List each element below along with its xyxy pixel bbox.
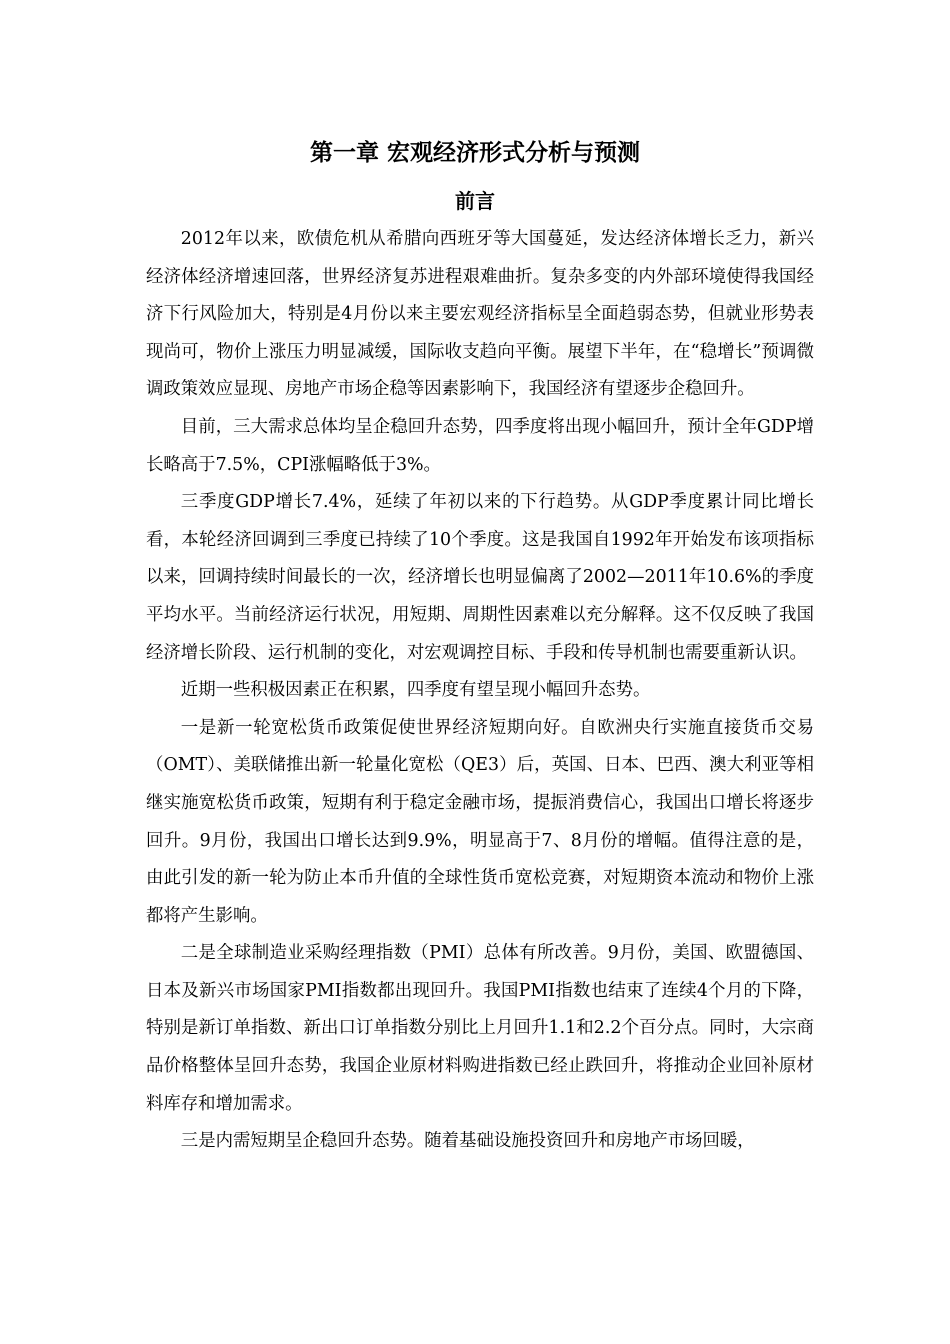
section-title: 前言: [455, 189, 495, 213]
paragraph: 近期一些积极因素正在积累，四季度有望呈现小幅回升态势。: [180, 680, 651, 701]
paragraph: 目前，三大需求总体均呈企稳回升态势，四季度将出现小幅回升，预计全年GDP增长略高于7.5%，CPI涨幅略低于3%。: [146, 416, 814, 475]
paragraph: 三季度GDP增长7.4%，延续了年初以来的下行趋势。从GDP季度累计同比增长看，本轮经济回调到三季度已持续了10个季度。这是我国自1992年开始发布该项指标以来，回调持续时间最长的一次，经济增长也明显偏离了2002—2011年10.6%的季度平均水平。当前经济运行状况，用短期、周期性因素难以充分解释。这不仅反映了我国经济增长阶段、运行机制的变化，对宏观调控目标、手段和传导机制也需要重新认识。: [146, 492, 814, 663]
paragraph: 三是内需短期呈企稳回升态势。随着基础设施投资回升和房地产市场回暖，: [180, 1131, 755, 1152]
chapter-title: 第一章 宏观经济形式分析与预测: [309, 139, 640, 166]
paragraph: 二是全球制造业采购经理指数（PMI）总体有所改善。9月份，美国、欧盟德国、日本及新兴市场国家PMI指数都出现回升。我国PMI指数也结束了连续4个月的下降，特别是新订单指数、新出口订单指数分别比上月回升1.1和2.2个百分点。同时，大宗商品价格整体呈回升态势，我国企业原材料购进指数已经止跌回升，将推动企业回补原材料库存和增加需求。: [146, 943, 814, 1114]
paragraph: 2012年以来，欧债危机从希腊向西班牙等大国蔓延，发达经济体增长乏力，新兴经济体经济增速回落，世界经济复苏进程艰难曲折。复杂多变的内外部环境使得我国经济下行风险加大，特别是4月份以来主要宏观经济指标呈全面趋弱态势，但就业形势表现尚可，物价上涨压力明显减缓，国际收支趋向平衡。展望下半年，在“稳增长”预调微调政策效应显现、房地产市场企稳等因素影响下，我国经济有望逐步企稳回升。: [146, 229, 814, 400]
document-body: [146, 221, 814, 1161]
paragraph: 一是新一轮宽松货币政策促使世界经济短期向好。自欧洲央行实施直接货币交易（OMT）、美联储推出新一轮量化宽松（QE3）后，英国、日本、巴西、澳大利亚等相继实施宽松货币政策，短期有利于稳定金融市场，提振消费信心，我国出口增长将逐步回升。9月份，我国出口增长达到9.9%，明显高于7、8月份的增幅。值得注意的是，由此引发的新一轮为防止本币升值的全球性货币宽松竞赛，对短期资本流动和物价上涨都将产生影响。: [146, 717, 814, 926]
